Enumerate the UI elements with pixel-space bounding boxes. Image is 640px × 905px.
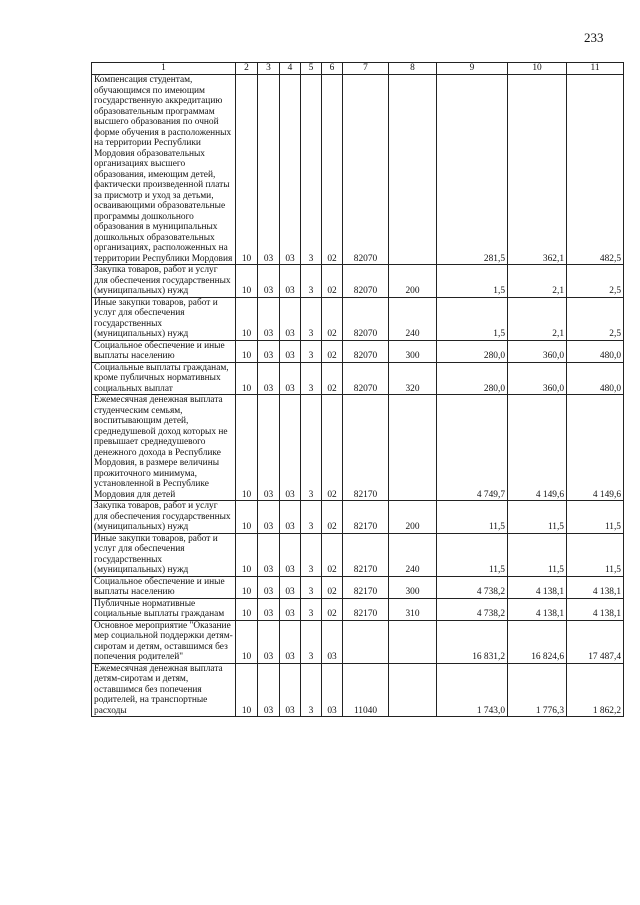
- cell-rz: 10: [236, 501, 258, 534]
- cell-expense-type: [389, 75, 437, 265]
- cell-amount-1: 4 738,2: [437, 576, 508, 598]
- table-row: [92, 598, 624, 620]
- cell-amount-2: 4 149,6: [508, 395, 567, 501]
- cell-program: 03: [280, 362, 301, 395]
- cell-direction: 82170: [343, 501, 389, 534]
- cell-pr: 03: [258, 75, 280, 265]
- cell-expense-type: [389, 395, 437, 501]
- column-header: 3: [258, 63, 280, 75]
- cell-rz: 10: [236, 265, 258, 298]
- cell-pr: 03: [258, 340, 280, 362]
- cell-subprogram: 3: [301, 362, 322, 395]
- cell-amount-3: 17 487,4: [567, 620, 624, 663]
- column-header: 2: [236, 63, 258, 75]
- cell-subprogram: 3: [301, 297, 322, 340]
- cell-event: 02: [322, 576, 343, 598]
- cell-amount-2: 4 138,1: [508, 576, 567, 598]
- column-header: 8: [389, 63, 437, 75]
- cell-expense-type: 300: [389, 576, 437, 598]
- cell-expense-type: 310: [389, 598, 437, 620]
- cell-event: 02: [322, 265, 343, 298]
- cell-direction: 82070: [343, 340, 389, 362]
- table-row: [92, 265, 624, 298]
- cell-expense-type: 320: [389, 362, 437, 395]
- row-name: Компенсация студентам, обучающимся по имеющим государственную аккредитацию образовательным программам высшего образования по очной форме обучения в расположенных на территории Республики Мордовия образовательных организациях высшего образования, имеющим детей, фактически произведенной платы за присмотр и уход за детьми, осваивающими образовательные программы дошкольного образования в муниципальных дошкольных образовательных организациях, расположенных на территории Республики Мордовия: [92, 75, 236, 265]
- cell-rz: 10: [236, 576, 258, 598]
- cell-amount-2: 16 824,6: [508, 620, 567, 663]
- cell-amount-3: 4 149,6: [567, 395, 624, 501]
- row-name: Социальное обеспечение и иные выплаты населению: [92, 340, 236, 362]
- cell-pr: 03: [258, 533, 280, 576]
- cell-direction: 82070: [343, 362, 389, 395]
- cell-amount-2: 1 776,3: [508, 663, 567, 717]
- cell-direction: 82170: [343, 533, 389, 576]
- cell-amount-3: 4 138,1: [567, 598, 624, 620]
- cell-amount-3: 482,5: [567, 75, 624, 265]
- cell-direction: 11040: [343, 663, 389, 717]
- cell-amount-1: 280,0: [437, 340, 508, 362]
- cell-amount-3: 4 138,1: [567, 576, 624, 598]
- cell-rz: 10: [236, 598, 258, 620]
- table-row: [92, 75, 624, 265]
- cell-program: 03: [280, 501, 301, 534]
- cell-amount-2: 362,1: [508, 75, 567, 265]
- cell-direction: 82070: [343, 297, 389, 340]
- cell-program: 03: [280, 598, 301, 620]
- cell-event: 02: [322, 395, 343, 501]
- cell-program: 03: [280, 340, 301, 362]
- cell-event: 03: [322, 620, 343, 663]
- cell-amount-1: 281,5: [437, 75, 508, 265]
- cell-expense-type: [389, 663, 437, 717]
- row-name: Ежемесячная денежная выплата студенческим семьям, воспитывающим детей, среднедушевой доход которых не превышает среднедушевого денежного дохода в Республике Мордовия, в размере величины прожиточного минимума, установленной в Республике Мордовия для детей: [92, 395, 236, 501]
- cell-subprogram: 3: [301, 663, 322, 717]
- table-row: [92, 297, 624, 340]
- cell-program: 03: [280, 663, 301, 717]
- column-header: 9: [437, 63, 508, 75]
- cell-rz: 10: [236, 340, 258, 362]
- cell-subprogram: 3: [301, 576, 322, 598]
- cell-expense-type: 240: [389, 533, 437, 576]
- cell-amount-3: 1 862,2: [567, 663, 624, 717]
- table-row: [92, 620, 624, 663]
- cell-event: 02: [322, 362, 343, 395]
- cell-rz: 10: [236, 297, 258, 340]
- cell-subprogram: 3: [301, 340, 322, 362]
- cell-program: 03: [280, 265, 301, 298]
- cell-rz: 10: [236, 75, 258, 265]
- cell-pr: 03: [258, 598, 280, 620]
- cell-pr: 03: [258, 395, 280, 501]
- budget-table: [91, 62, 624, 717]
- column-header: 4: [280, 63, 301, 75]
- cell-expense-type: 200: [389, 501, 437, 534]
- cell-amount-1: 4 738,2: [437, 598, 508, 620]
- cell-expense-type: 240: [389, 297, 437, 340]
- cell-event: 02: [322, 340, 343, 362]
- cell-amount-3: 480,0: [567, 340, 624, 362]
- row-name: Закупка товаров, работ и услуг для обеспечения государственных (муниципальных) нужд: [92, 501, 236, 534]
- column-header: 10: [508, 63, 567, 75]
- cell-direction: 82170: [343, 395, 389, 501]
- cell-pr: 03: [258, 362, 280, 395]
- row-name: Иные закупки товаров, работ и услуг для обеспечения государственных (муниципальных) нужд: [92, 297, 236, 340]
- cell-pr: 03: [258, 501, 280, 534]
- cell-rz: 10: [236, 395, 258, 501]
- cell-rz: 10: [236, 362, 258, 395]
- cell-rz: 10: [236, 663, 258, 717]
- cell-event: 03: [322, 663, 343, 717]
- cell-amount-2: 11,5: [508, 533, 567, 576]
- cell-program: 03: [280, 576, 301, 598]
- cell-subprogram: 3: [301, 395, 322, 501]
- table-row: [92, 395, 624, 501]
- table-row: [92, 663, 624, 717]
- cell-subprogram: 3: [301, 533, 322, 576]
- cell-pr: 03: [258, 265, 280, 298]
- table-row: [92, 501, 624, 534]
- cell-amount-1: 1,5: [437, 297, 508, 340]
- row-name: Социальные выплаты гражданам, кроме публичных нормативных социальных выплат: [92, 362, 236, 395]
- cell-amount-3: 11,5: [567, 533, 624, 576]
- row-name: Социальное обеспечение и иные выплаты населению: [92, 576, 236, 598]
- cell-amount-2: 360,0: [508, 362, 567, 395]
- row-name: Ежемесячная денежная выплата детям-сиротам и детям, оставшимся без попечения родителей, на транспортные расходы: [92, 663, 236, 717]
- cell-event: 02: [322, 501, 343, 534]
- cell-expense-type: 200: [389, 265, 437, 298]
- cell-subprogram: 3: [301, 620, 322, 663]
- cell-subprogram: 3: [301, 501, 322, 534]
- cell-amount-2: 4 138,1: [508, 598, 567, 620]
- column-header: 7: [343, 63, 389, 75]
- cell-expense-type: [389, 620, 437, 663]
- cell-rz: 10: [236, 620, 258, 663]
- cell-amount-2: 2,1: [508, 265, 567, 298]
- cell-amount-2: 2,1: [508, 297, 567, 340]
- cell-direction: 82170: [343, 576, 389, 598]
- column-header: 5: [301, 63, 322, 75]
- cell-amount-1: 1,5: [437, 265, 508, 298]
- column-header: 6: [322, 63, 343, 75]
- column-header: 1: [92, 63, 236, 75]
- page-number: 233: [584, 30, 604, 45]
- cell-amount-3: 480,0: [567, 362, 624, 395]
- cell-amount-2: 360,0: [508, 340, 567, 362]
- cell-amount-1: 11,5: [437, 501, 508, 534]
- cell-subprogram: 3: [301, 598, 322, 620]
- row-name: Публичные нормативные социальные выплаты гражданам: [92, 598, 236, 620]
- cell-program: 03: [280, 533, 301, 576]
- cell-event: 02: [322, 297, 343, 340]
- cell-amount-1: 16 831,2: [437, 620, 508, 663]
- cell-program: 03: [280, 395, 301, 501]
- cell-program: 03: [280, 75, 301, 265]
- table-row: [92, 533, 624, 576]
- table-row: [92, 362, 624, 395]
- cell-program: 03: [280, 297, 301, 340]
- cell-amount-3: 2,5: [567, 297, 624, 340]
- cell-amount-1: 1 743,0: [437, 663, 508, 717]
- header-row: [92, 63, 624, 75]
- cell-direction: 82070: [343, 265, 389, 298]
- cell-program: 03: [280, 620, 301, 663]
- cell-amount-3: 11,5: [567, 501, 624, 534]
- cell-subprogram: 3: [301, 265, 322, 298]
- cell-expense-type: 300: [389, 340, 437, 362]
- cell-pr: 03: [258, 620, 280, 663]
- cell-event: 02: [322, 75, 343, 265]
- cell-amount-1: 4 749,7: [437, 395, 508, 501]
- cell-direction: 82170: [343, 598, 389, 620]
- cell-amount-2: 11,5: [508, 501, 567, 534]
- cell-rz: 10: [236, 533, 258, 576]
- cell-pr: 03: [258, 576, 280, 598]
- cell-amount-1: 11,5: [437, 533, 508, 576]
- column-header: 11: [567, 63, 624, 75]
- row-name: Основное мероприятие "Оказание мер социальной поддержки детям-сиротам и детям, оставшимся без попечения родителей": [92, 620, 236, 663]
- cell-event: 02: [322, 598, 343, 620]
- table-row: [92, 576, 624, 598]
- cell-direction: 82070: [343, 75, 389, 265]
- cell-amount-1: 280,0: [437, 362, 508, 395]
- cell-amount-3: 2,5: [567, 265, 624, 298]
- cell-pr: 03: [258, 663, 280, 717]
- table-row: [92, 340, 624, 362]
- cell-subprogram: 3: [301, 75, 322, 265]
- cell-pr: 03: [258, 297, 280, 340]
- row-name: Закупка товаров, работ и услуг для обеспечения государственных (муниципальных) нужд: [92, 265, 236, 298]
- cell-event: 02: [322, 533, 343, 576]
- cell-direction: [343, 620, 389, 663]
- row-name: Иные закупки товаров, работ и услуг для обеспечения государственных (муниципальных) нужд: [92, 533, 236, 576]
